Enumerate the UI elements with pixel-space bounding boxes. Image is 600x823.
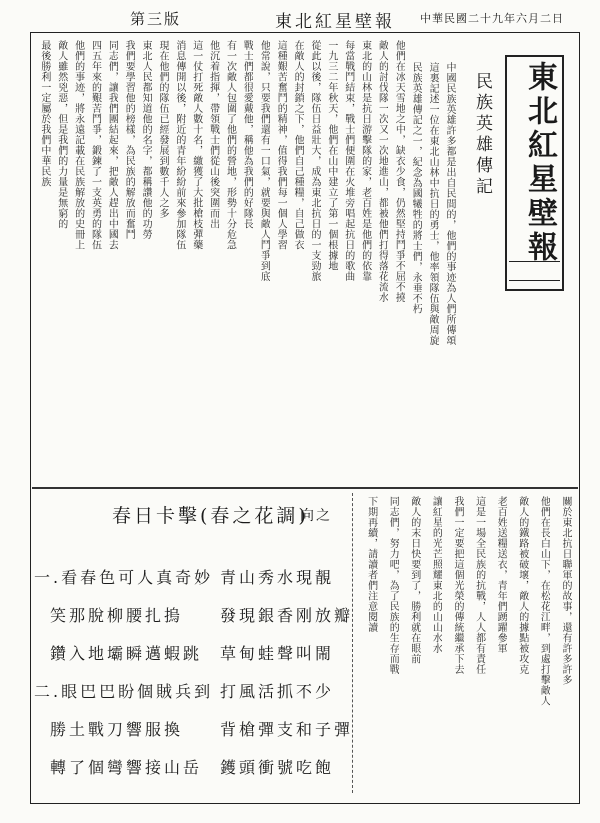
lower-article-column: 敵人的鐵路被破壞，敵人的據點被攻克 bbox=[516, 496, 528, 675]
masthead-rule bbox=[509, 261, 560, 281]
lower-article-column: 這是一場全民族的抗戰，人人都有責任 bbox=[473, 496, 485, 675]
article-column: 敵人雖然兇惡，但是我們的力量是無窮的 bbox=[55, 40, 67, 229]
article-column: 一九三二年秋天，他們在山中建立了第一個根據地 bbox=[325, 40, 337, 271]
poem-line: 二.眼巴巴盼個賊兵到 bbox=[34, 682, 214, 701]
poem-line: 打風活抓不少 bbox=[220, 682, 335, 701]
lower-article-column: 敵人的末日快要到了，勝利就在眼前 bbox=[408, 496, 420, 664]
article-column: 中國民族英雄許多都是出自民間的，他們的事迹為人們所傳頌 bbox=[443, 62, 455, 346]
poem-line: 鑊頭衝號吃飽 bbox=[220, 758, 335, 777]
article-column: 這裏記述一位在東北山林中抗日的勇士，他率領隊伍與敵周旋 bbox=[427, 62, 439, 346]
lower-article-column: 老百姓送糧送衣，青年們踴躍參軍 bbox=[495, 496, 507, 654]
article-column: 消息傳開以後，附近的青年紛紛前來參加隊伍 bbox=[173, 40, 185, 250]
lower-article-column: 關於東北抗日聯軍的故事，還有許多許多 bbox=[559, 496, 571, 685]
article-column: 我們要學習他的榜樣，為民族的解放而奮鬥 bbox=[123, 40, 135, 240]
poem-line: 轉了個彎響接山岳 bbox=[50, 758, 203, 777]
poem-line: 青山秀水現靚 bbox=[220, 568, 335, 587]
poem-author: 向之 bbox=[300, 508, 332, 524]
poem-line: 草甸蛙聲叫閙 bbox=[220, 644, 335, 663]
column-divider bbox=[352, 493, 353, 793]
article-column: 他們的事迹，將永遠記載在民族解放的史冊上 bbox=[72, 40, 84, 250]
poem-panel bbox=[32, 493, 354, 793]
article-column: 有一次敵人包圍了他們的營地，形勢十分危急 bbox=[224, 40, 236, 250]
paper-name: 東北紅星壁報 bbox=[275, 12, 395, 32]
section-title: 民族英雄傳記 bbox=[472, 72, 492, 198]
article-column: 在敵人的封鎖之下，他們自己種糧，自己做衣 bbox=[292, 40, 304, 250]
poem-line: 笑那脫柳腰扎摀 bbox=[50, 606, 184, 625]
article-column: 東北的山林是抗日游擊隊的家，老百姓是他們的依靠 bbox=[359, 40, 371, 282]
section-divider bbox=[32, 487, 578, 489]
article-column: 他們在冰天雪地之中，缺衣少食，仍然堅持鬥爭不屈不撓 bbox=[393, 40, 405, 303]
article-column: 他常說，只要我們還有一口氣，就要與敵人鬥爭到底 bbox=[258, 40, 270, 282]
article-column: 民族英雄傳記之一，紀念為國犧牲的將士們，永垂不朽 bbox=[410, 62, 422, 314]
page-header bbox=[20, 6, 580, 32]
issue-date: 中華民國二十九年六月二日 bbox=[420, 12, 564, 25]
poem-line: 發現銀香刚放瓣 bbox=[220, 606, 354, 625]
article-column: 這一仗打死敵人數十名，繳獲了大批槍枝彈藥 bbox=[190, 40, 202, 250]
lower-article-column: 讓紅星的光芒照耀東北的山山水水 bbox=[430, 496, 442, 654]
lower-article-column: 同志們，努力吧，為了民族的生存而戰 bbox=[387, 496, 399, 675]
article-column: 每當戰鬥結束，戰士們便圍在火堆旁唱起抗日的歌曲 bbox=[342, 40, 354, 282]
edition-label: 第三版 bbox=[130, 10, 182, 28]
poem-title: 春日卡擊(春之花調) bbox=[112, 505, 309, 527]
article-column: 從此以後，隊伍日益壯大，成為東北抗日的一支勁旅 bbox=[308, 40, 320, 282]
masthead-title: 東北紅星壁報 bbox=[522, 61, 557, 265]
masthead bbox=[505, 55, 564, 291]
article-column: 東北人民都知道他的名字，都稱讚他的功勞 bbox=[140, 40, 152, 240]
article-column: 他沉着指揮，帶領戰士們從山後突圍而出 bbox=[207, 40, 219, 229]
poem-line: 勝土戰刀響服換 bbox=[50, 720, 184, 739]
poem-line: 一.看春色可人真奇妙 bbox=[34, 568, 214, 587]
poem-line: 鑽入地壩瞬邁蝦跳 bbox=[50, 644, 203, 663]
article-column: 戰士們都很愛戴他，稱他為我們的好隊長 bbox=[241, 40, 253, 229]
poem-line: 背槍彈支和子彈 bbox=[220, 720, 354, 739]
article-column: 現在他們的隊伍已經發展到數千人之多 bbox=[157, 40, 169, 219]
article-column: 同志們，讓我們團結起來，把敵人趕出中國去 bbox=[106, 40, 118, 250]
article-column: 這種艱苦奮鬥的精神，值得我們每一個人學習 bbox=[275, 40, 287, 250]
article-column: 敵人的討伐隊一次又一次地進山，都被他們打得落花流水 bbox=[376, 40, 388, 303]
lower-article-column: 他們在長白山下，在松花江畔，到處打擊敵人 bbox=[538, 496, 550, 706]
article-column: 四五年來的艱苦鬥爭，鍛鍊了一支英勇的隊伍 bbox=[89, 40, 101, 250]
article-column: 最後勝利一定屬於我們中華民族 bbox=[38, 40, 50, 187]
lower-article-column: 我們一定要把這個光榮的傳統繼承下去 bbox=[451, 496, 463, 675]
lower-article-column: 下期再續，請讀者們注意閱讀 bbox=[365, 496, 377, 633]
